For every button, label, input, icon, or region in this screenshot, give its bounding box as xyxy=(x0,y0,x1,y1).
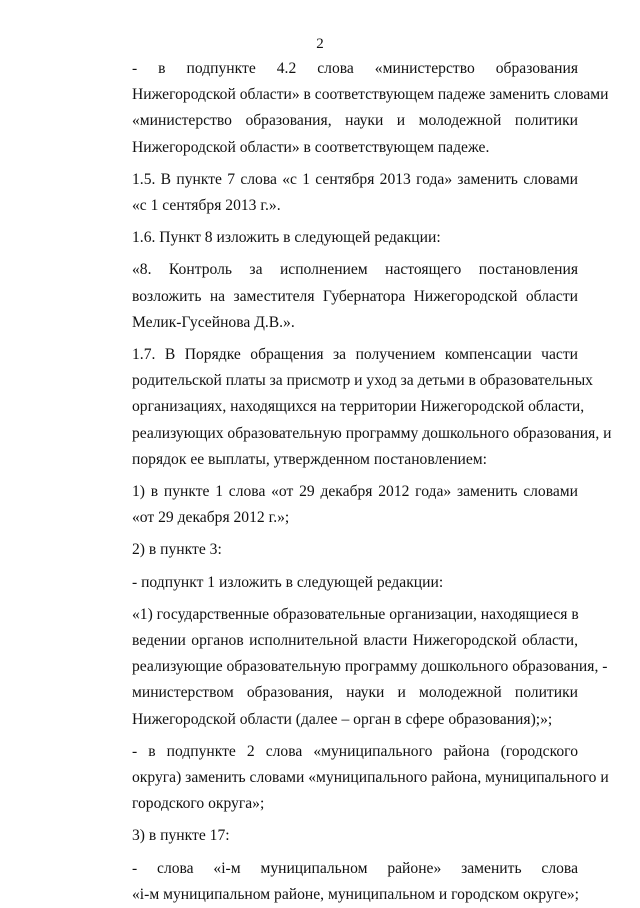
text-line: «1) государственные образовательные организации, находящиеся в xyxy=(132,605,579,623)
paragraph xyxy=(88,856,578,908)
text-line: 1.6. Пункт 8 изложить в следующей редакции: xyxy=(132,229,441,247)
text-line: - слова «i-м муниципальном районе» заменить слова xyxy=(132,859,578,877)
text-line: организациях, находящихся на территории Нижегородской области, xyxy=(132,398,585,416)
text-line: - подпункт 1 изложить в следующей редакции: xyxy=(132,573,444,591)
paragraph xyxy=(88,602,608,733)
text-line: - в подпункте 2 слова «муниципального района (городского xyxy=(132,742,578,760)
text-line: Нижегородской области (далее – орган в сфере образования);»; xyxy=(132,710,553,728)
text-line: реализующих образовательную программу дошкольного образования, и xyxy=(132,424,612,442)
paragraph xyxy=(88,56,609,161)
text-line: «8. Контроль за исполнением настоящего постановления xyxy=(132,261,578,279)
text-line: 1.7. В Порядке обращения за получением компенсации части xyxy=(132,346,578,364)
text-line: Нижегородской области» в соответствующем падеже. xyxy=(132,138,490,156)
text-line: реализующие образовательную программу дошкольного образования, - xyxy=(132,658,608,676)
text-line: «с 1 сентября 2013 г.». xyxy=(132,197,281,215)
paragraph xyxy=(88,739,609,818)
text-line: порядок ее выплаты, утвержденном постановлением: xyxy=(132,450,488,468)
text-line: 1) в пункте 1 слова «от 29 декабря 2012 года» заменить словами xyxy=(132,483,578,501)
paragraph xyxy=(88,570,578,596)
paragraph xyxy=(88,537,578,563)
document-body xyxy=(88,56,612,908)
text-line: «от 29 декабря 2012 г.»; xyxy=(132,509,290,527)
text-line: «министерство образования, науки и молодежной политики xyxy=(132,112,578,130)
text-line: Мелик-Гусейнова Д.В.». xyxy=(132,313,295,331)
paragraph xyxy=(88,342,612,473)
text-line: «i-м муниципальном районе, муниципальном и городском округе»; xyxy=(132,885,580,903)
paragraph xyxy=(88,257,578,336)
text-line: 3) в пункте 17: xyxy=(132,827,230,845)
text-line: 1.5. В пункте 7 слова «с 1 сентября 2013 года» заменить словами xyxy=(132,170,578,188)
text-line: ведении органов исполнительной власти Нижегородской области, xyxy=(132,632,578,650)
page-number: 2 xyxy=(316,36,324,52)
paragraph xyxy=(88,225,578,251)
text-line: - в подпункте 4.2 слова «министерство образования xyxy=(132,60,578,77)
text-line: Нижегородской области» в соответствующем падеже заменить словами xyxy=(132,86,609,104)
text-line: 2) в пункте 3: xyxy=(132,541,222,559)
text-line: городского округа»; xyxy=(132,795,265,813)
text-line: родительской платы за присмотр и уход за детьми в образовательных xyxy=(132,372,593,390)
paragraph xyxy=(88,167,578,219)
text-line: министерством образования, науки и молодежной политики xyxy=(132,684,578,702)
paragraph xyxy=(88,823,578,849)
paragraph xyxy=(88,479,578,531)
text-line: округа) заменить словами «муниципального района, муниципального и xyxy=(132,769,609,787)
text-line: возложить на заместителя Губернатора Нижегородской области xyxy=(132,287,578,305)
